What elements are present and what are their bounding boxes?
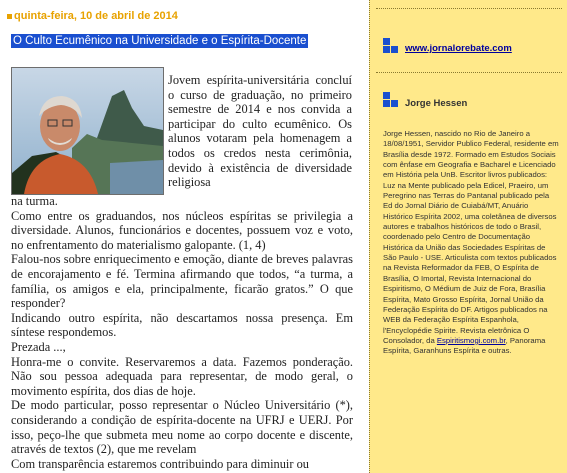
author-bio-text: Jorge Hessen, nascido no Rio de Janeiro a 18/08/1951, Servidor Publico Federal, residente em Brasília desde 1972. Formado em Estudos Sociais com ênfase em Geografia e Bacharel e Licenciado em História pela UnB. Escritor livros publicados: Luz na Mente publicado pela Edicel, Praeiro, um Peregrino nas Terras do Pantanal publicado pela Ed do Jornal Diário de Cuiabá/MT, Anuário Histórico Espírita 2002, uma coletânea de diversos autores e trabalhos históricos de todo o Brasil, coordenado pelo Centro de Documentação Histórica da União das Sociedades Espíritas de São Paulo - USE. Articulista com textos publicados na Revista Reformador da FEB, O Espírita de Brasília, O Imortal, Revista Internacional do Espiritismo, O Médium de Juiz de Fora, Brasília Espírita, Mato Grosso Espírita, Jornal União da Federação Espírita do DF. Artigos publicados na WEB da Federação Espírita Espanhola, l'Encyclopédie Spirite. Revista eletrônica O Consolador, da bbox=[383, 129, 559, 345]
post-date-text: quinta-feira, 10 de abril de 2014 bbox=[14, 10, 178, 22]
bio-link[interactable]: Espiritismogi.com.br bbox=[436, 335, 506, 345]
post-date bbox=[7, 10, 178, 22]
sidebar-divider bbox=[376, 72, 562, 73]
post-paragraph: De modo particular, posso representar o Núcleo Universitário (*), considerando a condição de espírita-docente na UFRJ e UERJ. Por isso, peço-lhe que submeta meu nome ao corpo docente e discente, através de textos (2), que me revelam bbox=[11, 398, 353, 457]
post-paragraph: Honra-me o convite. Reservaremos a data. Fazemos ponderação. Não sou pessoa adequada para representar, de modo geral, o movimento espírita, dos dias de hoje. bbox=[11, 354, 353, 398]
sidebar bbox=[369, 0, 567, 473]
bullet-square-icon bbox=[7, 14, 12, 19]
post-paragraph: Indicando outro espírita, não descartamos nossa presença. Em síntese respondemos. bbox=[11, 310, 353, 340]
post-paragraph: Falou-nos sobre enriquecimento e emoção, diante de breves palavras de encorajamento e fé. Termina afirmando que todos, “a turma, a família, os amigos e ela, principalmente, ficarão gratos.” O que responder? bbox=[11, 252, 353, 311]
post-paragraph: na turma. bbox=[11, 194, 58, 208]
post-title-link[interactable]: O Culto Ecumênico na Universidade e o Espírita-Docente bbox=[13, 35, 307, 47]
post-intro-text: Jovem espírita-universitária concluí o curso de graduação, no primeiro semestre de 2014 e nos convida a participar do culto ecumênico. Os alunos votaram pela homenagem a todos os credos nesta cerimônia, devido à existência de diversidade religiosa bbox=[168, 73, 352, 190]
site-link[interactable]: www.jornalorebate.com bbox=[405, 43, 512, 54]
post-paragraph: Como entre os graduandos, nos núcleos espíritas se privilegia a diversidade. Alunos, funcionários e docentes, possuem voz e voto, no enfrentamento do materialismo galopante. (1, 4) bbox=[11, 208, 353, 252]
post-body bbox=[11, 194, 353, 471]
author-bio bbox=[383, 129, 559, 357]
post-paragraph: Com transparência estaremos contribuindo para diminuir ou bbox=[11, 456, 309, 471]
author-photo-image bbox=[12, 68, 163, 194]
blue-square-bullet-icon bbox=[383, 92, 399, 108]
sidebar-divider bbox=[376, 8, 562, 9]
post-paragraph: Prezada ..., bbox=[11, 339, 66, 354]
author-bio-tail: , Panorama Espírita, Garanhuns Espírita e outras. bbox=[383, 335, 546, 356]
author-name-heading: Jorge Hessen bbox=[405, 98, 468, 109]
blue-square-bullet-icon bbox=[383, 38, 399, 54]
site-link-heading bbox=[405, 43, 512, 54]
author-photo bbox=[11, 67, 164, 195]
